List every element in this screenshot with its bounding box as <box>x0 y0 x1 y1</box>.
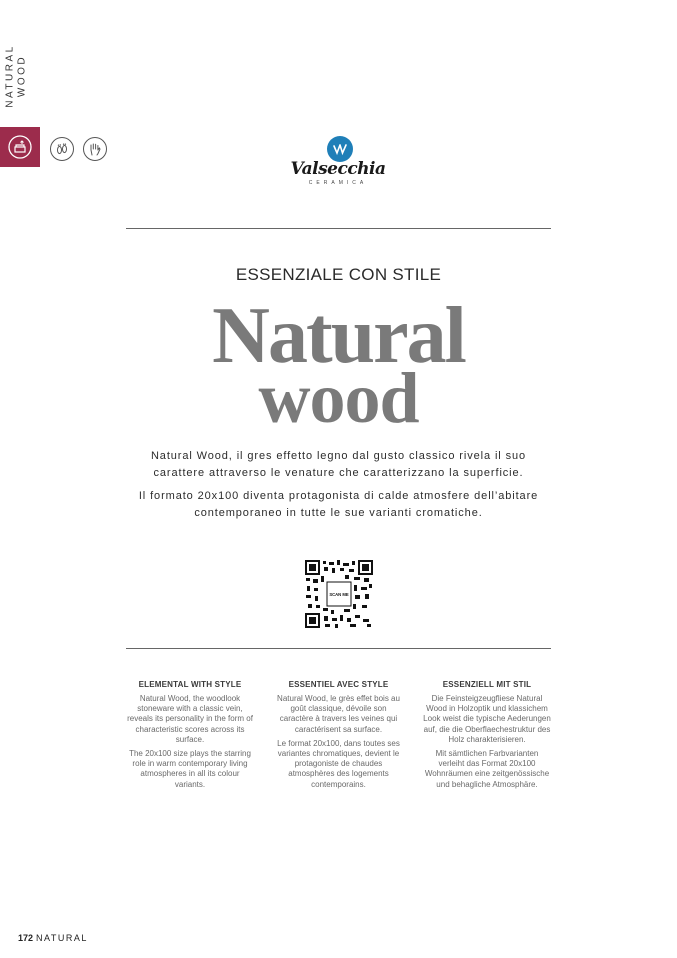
column-heading: ESSENTIEL AVEC STYLE <box>288 680 389 689</box>
column-paragraph: Le format 20x100, dans toutes ses variantes chromatiques, devient le protagoniste de chaudes atmosphères des logements contemporains. <box>277 738 400 789</box>
intro-text <box>126 448 551 528</box>
column-paragraph: The 20x100 size plays the starring role in warm contemporary living atmospheres in all its colour variants. <box>129 749 251 789</box>
column-german <box>423 680 551 794</box>
intro-paragraph-1: Natural Wood, il gres effetto legno dal gusto classico rivela il suo carattere attraverso le venature che caratterizzano la superficie. <box>150 450 527 479</box>
residential-use-icon <box>0 127 40 167</box>
column-paragraph: Mit sämtlichen Farbvarianten verleiht das Format 20x100 Wohnräumen eine zeitgenössische und behagliche Atmosphäre. <box>424 749 550 789</box>
touch-hand-icon <box>83 137 107 161</box>
column-paragraph: Natural Wood, the woodlook stoneware with a classic vein, reveals its personality in the form of characteristic scores across its surface. <box>127 694 253 744</box>
column-heading: ELEMENTAL WITH STYLE <box>138 680 242 689</box>
kicker: ESSENZIALE CON STILE <box>235 265 442 284</box>
brand-name: Valsecchia <box>290 159 386 179</box>
column-paragraph: Die Feinsteigzeugfliese Natural Wood in Holzoptik und klassichem Look weist die typische Aederungen auf, die die Oberflaechestruktur des Holz charakterisieren. <box>423 694 551 744</box>
page-number: 172 <box>18 933 34 943</box>
section-tab-label: NATURAL WOOD <box>5 44 28 108</box>
column-english <box>126 680 254 794</box>
divider-middle <box>126 648 551 649</box>
footer-section: NATURAL <box>36 933 88 943</box>
brand-subline: CERAMICA <box>308 180 368 186</box>
page-title-line2: wood <box>258 358 419 438</box>
qr-badge: SCAN ME <box>329 591 349 597</box>
column-heading: ESSENZIELL MIT STIL <box>442 680 532 689</box>
page-footer <box>18 933 88 943</box>
column-paragraph: Natural Wood, le grès effet bois au goût classique, dévoile son caractère à travers les veines qui caractérisent sa surface. <box>277 694 400 734</box>
foot-traffic-icon <box>50 137 74 161</box>
section-tab <box>0 38 34 114</box>
translations <box>126 680 551 794</box>
page-title-line1: Natural <box>212 292 465 380</box>
intro-paragraph-2: Il formato 20x100 diventa protagonista di calde atmosfere dell’abitare contemporaneo in tutte le sue varianti cromatiche. <box>138 490 539 519</box>
column-french <box>275 680 403 794</box>
divider-top <box>126 228 551 229</box>
